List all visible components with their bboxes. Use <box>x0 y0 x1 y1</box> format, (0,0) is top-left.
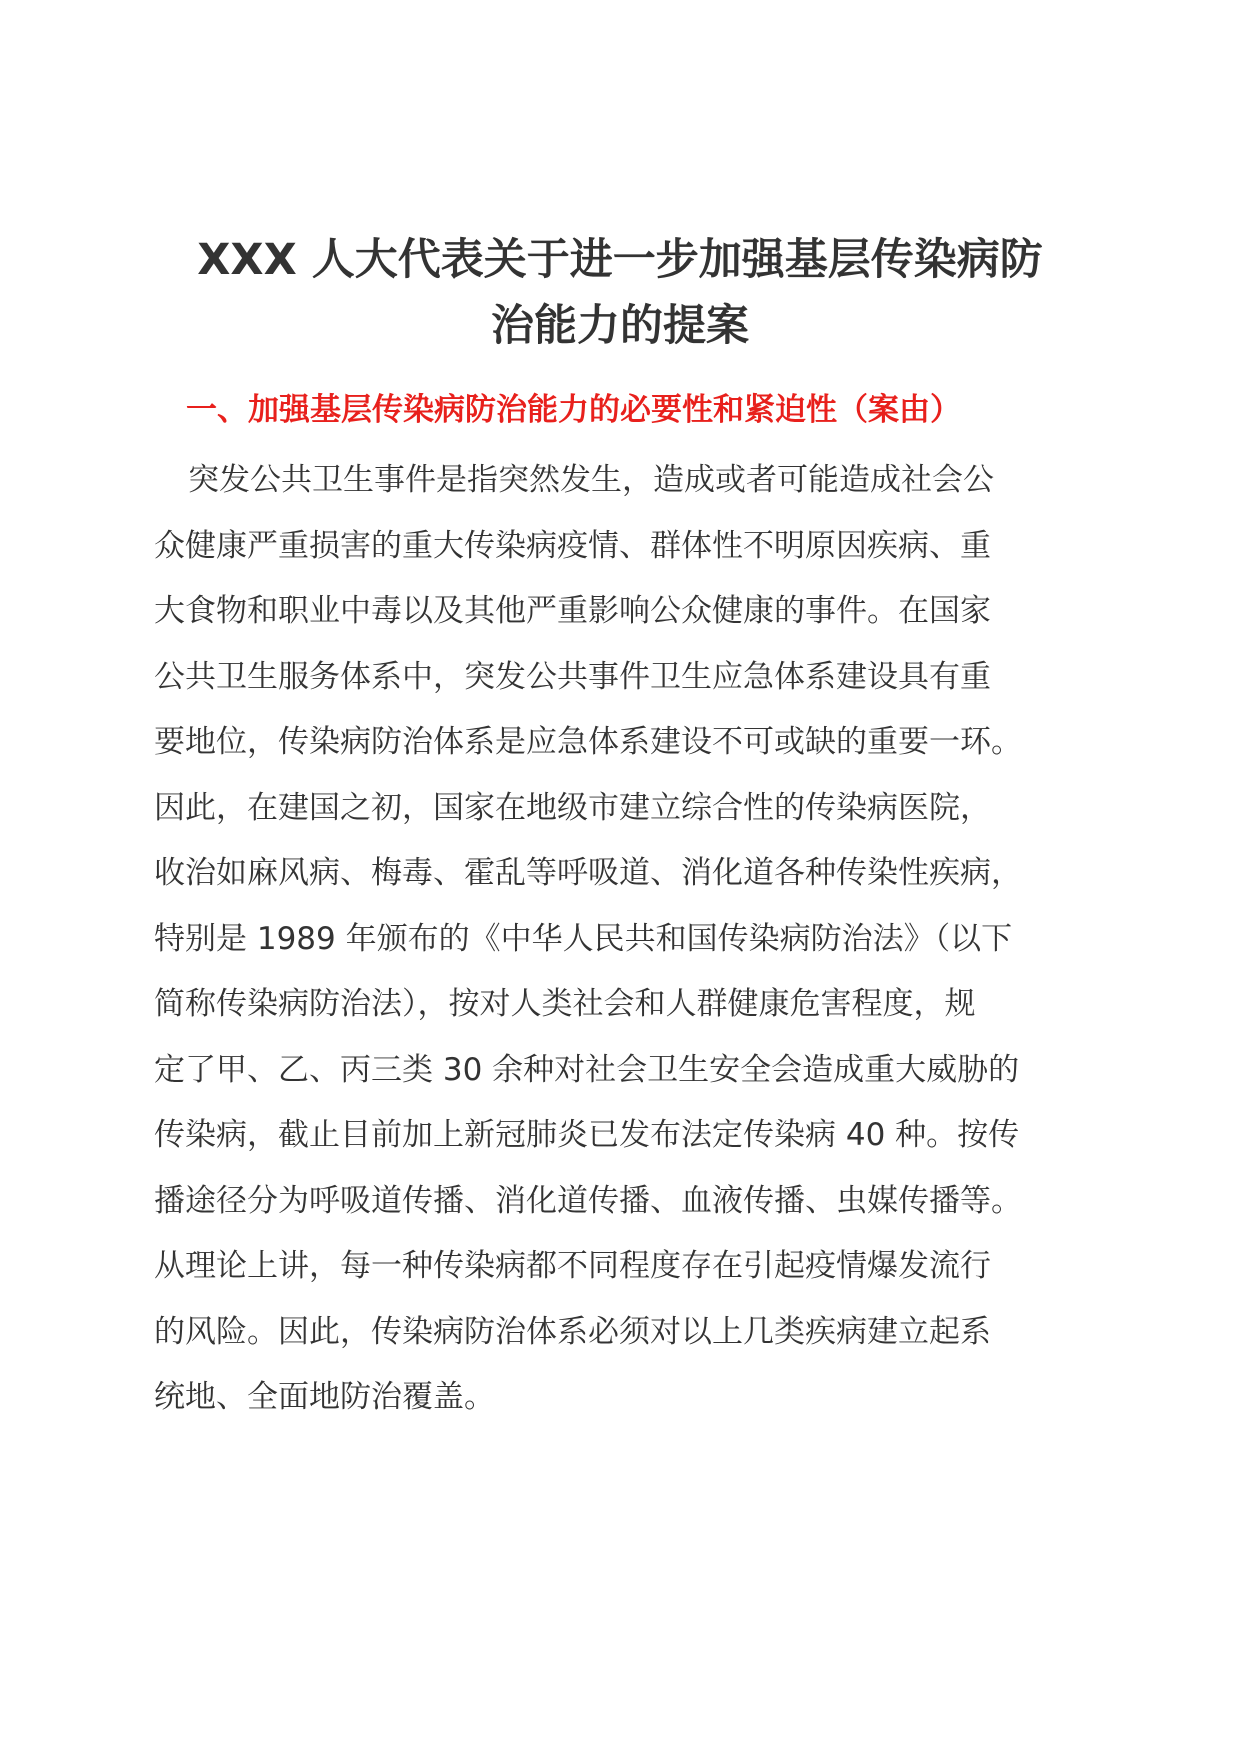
body-line-7: 收治如麻风病、梅毒、霍乱等呼吸道、消化道各种传染性疾病， <box>154 855 1022 891</box>
section-heading: 一、加强基层传染病防治能力的必要性和紧迫性（案由） <box>186 392 961 428</box>
document-title-line-2: 治能力的提案 <box>491 301 749 351</box>
body-line-3: 大食物和职业中毒以及其他严重影响公众健康的事件。在国家 <box>154 593 991 629</box>
body-line-14: 的风险。因此，传染病防治体系必须对以上几类疾病建立起系 <box>154 1313 991 1350</box>
body-line-15: 统地、全面地防治覆盖。 <box>154 1379 495 1415</box>
document-title-line-1: XXX 人大代表关于进一步加强基层传染病防 <box>197 235 1043 285</box>
body-line-13: 从理论上讲，每一种传染病都不同程度存在引起疫情爆发流行 <box>154 1248 991 1284</box>
body-line-2: 众健康严重损害的重大传染病疫情、群体性不明原因疾病、重 <box>154 527 991 564</box>
body-line-6: 因此，在建国之初，国家在地级市建立综合性的传染病医院， <box>154 789 991 826</box>
body-line-1: 突发公共卫生事件是指突然发生，造成或者可能造成社会公 <box>188 462 994 498</box>
body-line-8: 特别是 1989 年颁布的《中华人民共和国传染病防治法》（以下 <box>154 920 1013 957</box>
body-line-12: 播途径分为呼吸道传播、消化道传播、血液传播、虫媒传播等。 <box>154 1182 1022 1219</box>
body-line-5: 要地位，传染病防治体系是应急体系建设不可或缺的重要一环。 <box>154 724 1022 760</box>
body-line-10: 定了甲、乙、丙三类 30 余种对社会卫生安全会造成重大威胁的 <box>154 1051 1020 1088</box>
body-line-9: 简称传染病防治法），按对人类社会和人群健康危害程度，规 <box>154 986 976 1022</box>
body-line-4: 公共卫生服务体系中，突发公共事件卫生应急体系建设具有重 <box>154 658 991 695</box>
body-line-11: 传染病，截止目前加上新冠肺炎已发布法定传染病 40 种。按传 <box>154 1117 1020 1153</box>
body-paragraph <box>154 448 1104 1431</box>
